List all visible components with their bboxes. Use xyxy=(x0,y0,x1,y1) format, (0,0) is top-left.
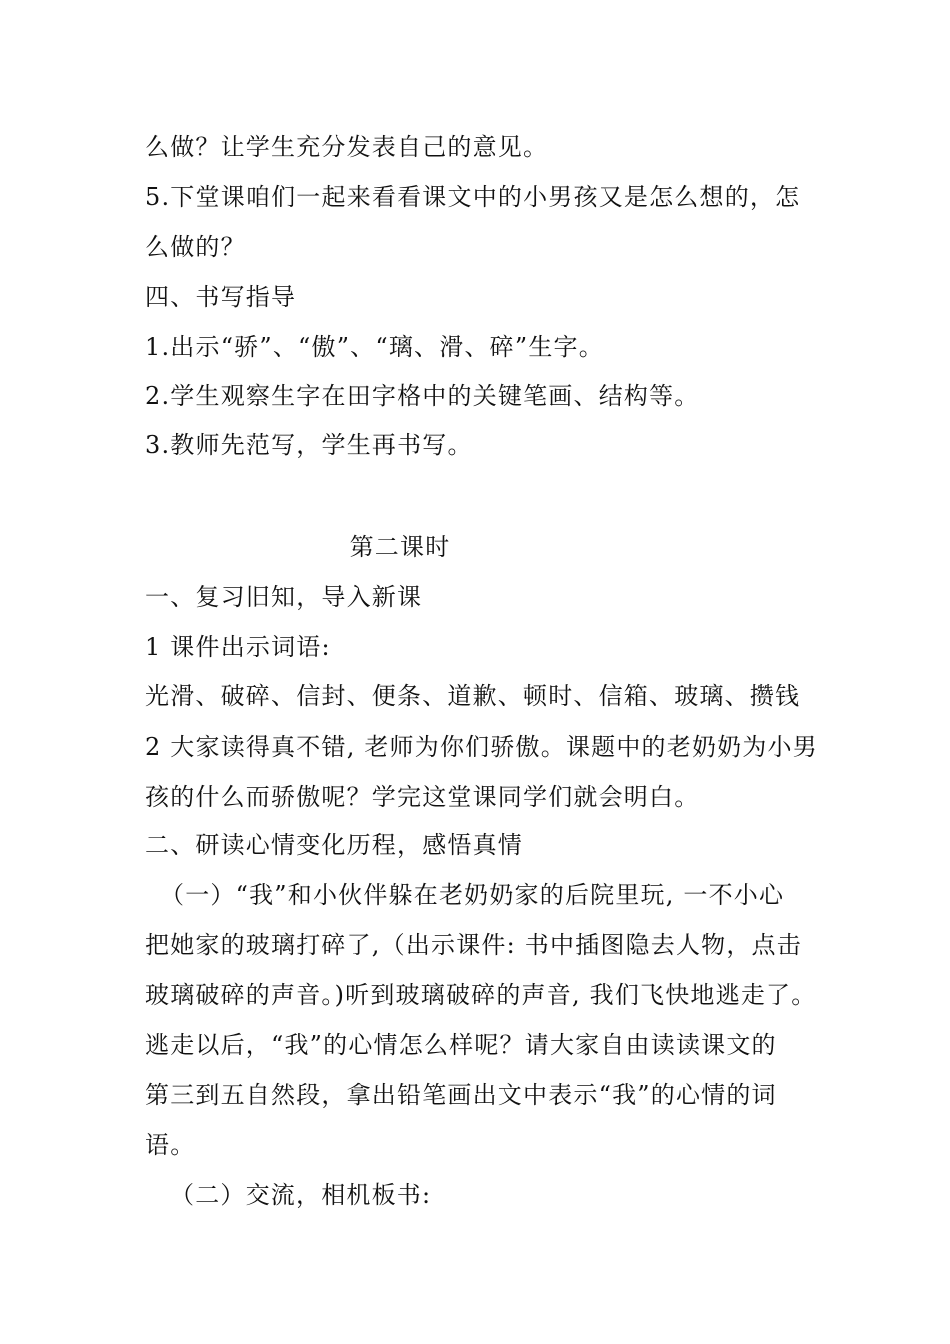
text-line: 3.教师先范写，学生再书写。 xyxy=(145,431,473,459)
text-line: （一）“我”和小伙伴躲在老奶奶家的后院里玩, 一不小心 xyxy=(160,881,785,909)
section-heading: 二、研读心情变化历程，感悟真情 xyxy=(145,831,523,859)
text-line: 把她家的玻璃打碎了,（出示课件: 书中插图隐去人物，点击 xyxy=(145,931,802,959)
text-line: 光滑、破碎、信封、便条、道歉、顿时、信箱、玻璃、攒钱 xyxy=(145,682,801,710)
text-line: 1.出示“骄”、“傲”、“璃、滑、碎”生字。 xyxy=(145,333,604,361)
text-line: 孩的什么而骄傲呢？学完这堂课同学们就会明白。 xyxy=(145,783,700,811)
lesson-title: 第二课时 xyxy=(349,533,451,561)
text-line: （二）交流，相机板书: xyxy=(170,1181,432,1209)
section-heading: 四、书写指导 xyxy=(145,283,297,311)
text-line: 1 课件出示词语: xyxy=(145,633,331,661)
text-line: 语。 xyxy=(145,1131,196,1159)
text-line: 第三到五自然段，拿出铅笔画出文中表示“我”的心情的词 xyxy=(145,1081,777,1109)
text-line: 5.下堂课咱们一起来看看课文中的小男孩又是怎么想的，怎 xyxy=(145,183,801,211)
text-line: 玻璃破碎的声音。)听到玻璃破碎的声音, 我们飞快地逃走了。 xyxy=(145,981,817,1009)
text-line: 么做？让学生充分发表自己的意见。 xyxy=(145,133,549,161)
text-line: 2 大家读得真不错, 老师为你们骄傲。课题中的老奶奶为小男 xyxy=(145,733,818,761)
section-heading: 一、复习旧知，导入新课 xyxy=(145,583,423,611)
text-line: 2.学生观察生字在田字格中的关键笔画、结构等。 xyxy=(145,382,700,410)
text-line: 逃走以后，“我”的心情怎么样呢？请大家自由读读课文的 xyxy=(145,1031,777,1059)
text-line: 么做的？ xyxy=(145,233,246,261)
